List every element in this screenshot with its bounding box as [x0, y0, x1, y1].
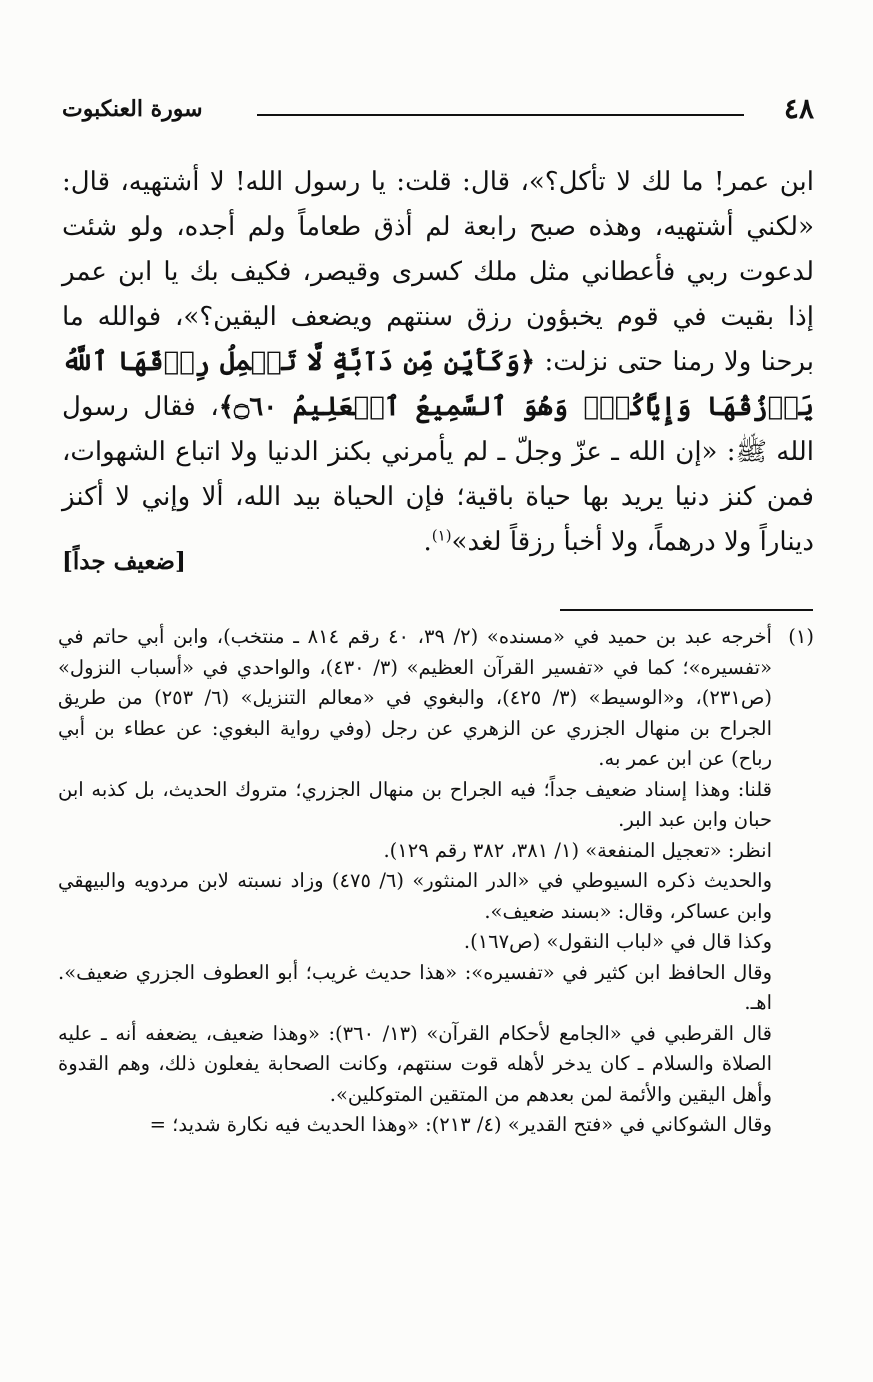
footnote-number: (١) [788, 625, 814, 648]
footnote-paragraph: وقال الحافظ ابن كثير في «تفسيره»: «هذا حديث غريب؛ أبو العطوف الجزري ضعيف». اهـ. [58, 960, 772, 1014]
footnote-first-paragraph: أخرجه عبد بن حميد في «مسنده» (٢/ ٣٩، ٤٠ رقم ٨١٤ ـ منتخب)، وابن أبي حاتم في «تفسيره»؛ كما في «تفسير القرآن العظيم» (٣/ ٤٣٠)، والواحدي في «أسباب النزول» (ص٢٣١)، و«الوسيط» (٣/ ٤٢٥)، والبغوي في «معالم التنزيل» (٦/ ٢٥٣) من طريق الجراح بن منهال الجزري عن الزهري عن رجل (وفي رواية البغوي: عن عطاء بن أبي رباح) عن ابن عمر به. [58, 625, 773, 770]
footnote-paragraph: وكذا قال في «لباب النقول» (ص١٦٧). [463, 930, 772, 953]
surah-title: سورة العنكبوت [62, 96, 203, 122]
footnote-paragraph: انظر: «تعجيل المنفعة» (١/ ٣٨١، ٣٨٢ رقم ١٢٩). [383, 838, 772, 862]
page-number: ٤٨ [783, 92, 814, 125]
header-rule [257, 114, 744, 116]
quran-verse: ﴿وَكَأَيِّن مِّن دَآبَّةٍ لَّا تَحۡمِلُ رِزۡقَهَا ٱللَّهُ يَرۡزُقُهَا وَإِيَّاكُمۡۚ وَهُوَ ٱلسَّمِيعُ ٱلۡعَلِيمُ ۝٦٠﴾ [62, 347, 814, 422]
footnote-paragraph: والحديث ذكره السيوطي في «الدر المنثور» (٦/ ٤٧٥) وزاد نسبته لابن مردويه والبيهقي وابن عساكر، وقال: «بسند ضعيف». [58, 869, 772, 923]
footnote-paragraph: قال القرطبي في «الجامع لأحكام القرآن» (١٣/ ٣٦٠): «وهذا ضعيف، يضعفه أنه ـ عليه الصلاة والسلام ـ كان يدخر لأهله قوت سنتهم، وكانت الصحابة يفعلون ذلك، وهم القدوة وأهل اليقين والأئمة لمن بعدهم من المتقين المتوكلين». [58, 1021, 772, 1106]
page-header [62, 92, 814, 140]
hadith-paragraph [62, 160, 814, 565]
hadith-grading: [ضعيف جداً] [62, 548, 186, 575]
footnote-reference[interactable]: (١) [431, 526, 452, 545]
footnotes-section [58, 622, 814, 1141]
footnote-separator [560, 609, 813, 611]
footnote-paragraph: قلنا: وهذا إسناد ضعيف جداً؛ فيه الجراح بن منهال الجزري؛ متروك الحديث، بل كذبه ابن حبان وابن عبد البر. [58, 777, 772, 831]
main-text [62, 160, 814, 565]
footnote-entry [58, 622, 814, 775]
hadith-text-end: . [423, 527, 432, 557]
hadith-text-part2: ، فقال رسول الله ﷺ: «إن الله ـ عزّ وجلّ ـ لم يأمرني بكنز الدنيا ولا اتباع الشهوات، فمن كنز دنيا يريد بها حياة باقية؛ فإن الحياة بيد الله، ألا وإني لا أكنز ديناراً ولا درهماً، ولا أخبأ رزقاً لغد» [62, 392, 814, 557]
footnote-paragraph: وقال الشوكاني في «فتح القدير» (٤/ ٢١٣): «وهذا الحديث فيه نكارة شديد؛ = [149, 1113, 772, 1136]
hadith-text-part1: ابن عمر! ما لك لا تأكل؟»، قال: قلت: يا رسول الله! لا أشتهيه، قال: «لكني أشتهيه، وهذه صبح رابعة لم أذق طعاماً ولم أجده، ولو شئت لدعوت ربي فأعطاني مثل ملك كسرى وقيصر، فكيف بك يا ابن عمر إذا بقيت في قوم يخبؤون رزق سنتهم ويضعف اليقين؟»، فوالله ما برحنا ولا رمنا حتى نزلت: [62, 167, 814, 377]
